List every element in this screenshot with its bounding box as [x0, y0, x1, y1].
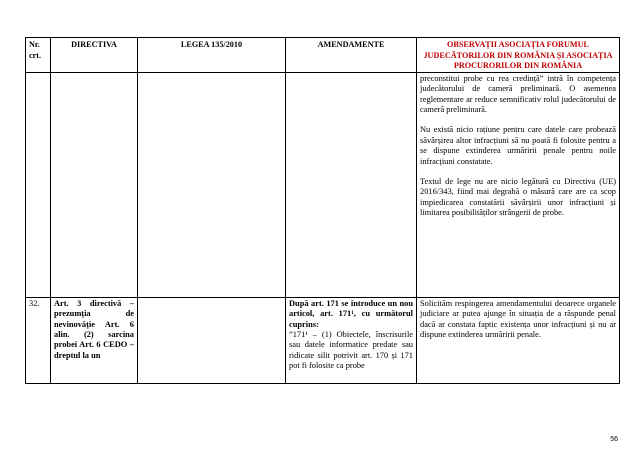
observatii-paragraph: Nu există nicio rațiune pentru care datele care probează săvârșirea altor infracțiuni să nu poată fi folosite pentru a se dispune extinderea urmăririi penale pentru noile infracțiuni constatate.: [420, 125, 616, 166]
cell-observatii: [417, 72, 620, 297]
cell-directiva: [51, 297, 138, 383]
header-directiva: DIRECTIVA: [51, 38, 138, 73]
table-row-continued: [26, 72, 620, 297]
header-legea: LEGEA 135/2010: [138, 38, 286, 73]
cell-nr: 32.: [26, 297, 51, 383]
cell-amendamente: [286, 72, 417, 297]
directiva-text: Art. 3 directivă – prezumția de nevinovăție Art. 6 alin. (2) sarcina probei Art. 6 CEDO – dreptul la un: [54, 298, 134, 360]
cell-nr: [26, 72, 51, 297]
observatii-paragraph: Textul de lege nu are nicio legătură cu Directiva (UE) 2016/343, fiind mai degrabă o măsură care are ca scop impiedicarea constatării săvârșirii unor infracțiuni și limitarea posibilităților strângerii de probe.: [420, 177, 616, 218]
cell-legea: [138, 297, 286, 383]
header-amendamente: AMENDAMENTE: [286, 38, 417, 73]
header-nr-crt: Nr. crt.: [26, 38, 51, 73]
amendament-intro: După art. 171 se introduce un nou articol, art. 171¹, cu următorul cuprins:: [289, 298, 413, 329]
header-observatii: OBSERVAȚII ASOCIAȚIA FORUMUL JUDECĂTORILOR DIN ROMÂNIA ȘI ASOCIAȚIA PROCURORILOR DIN ROMÂNIA: [417, 38, 620, 73]
cell-directiva: [51, 72, 138, 297]
amendament-text: ”171¹ – (1) Obiectele, înscrisurile sau datele informatice predate sau ridicate silit potrivit art. 170 și 171 pot fi folosite ca probe: [289, 330, 413, 371]
observatii-paragraph: preconstitui probe cu rea credință” intră în competența judecătorului de cameră preliminară. O asemenea reglementare ar reduce semnificativ rolul judecătorului de cameră preliminară.: [420, 73, 616, 114]
cell-observatii: [417, 297, 620, 383]
table-header-row: [26, 38, 620, 73]
table-row-32: [26, 297, 620, 383]
amendments-table: [25, 37, 620, 384]
cell-amendamente: [286, 297, 417, 383]
page-number: 56: [610, 436, 618, 443]
observatii-paragraph: Solicităm respingerea amendamentului deoarece organele judiciare ar putea ajunge în situația de a răspunde penal dacă ar constata faptic existența unor infracțiuni și nu ar dispune extinderea urmăririi penale.: [420, 298, 616, 339]
cell-legea: [138, 72, 286, 297]
